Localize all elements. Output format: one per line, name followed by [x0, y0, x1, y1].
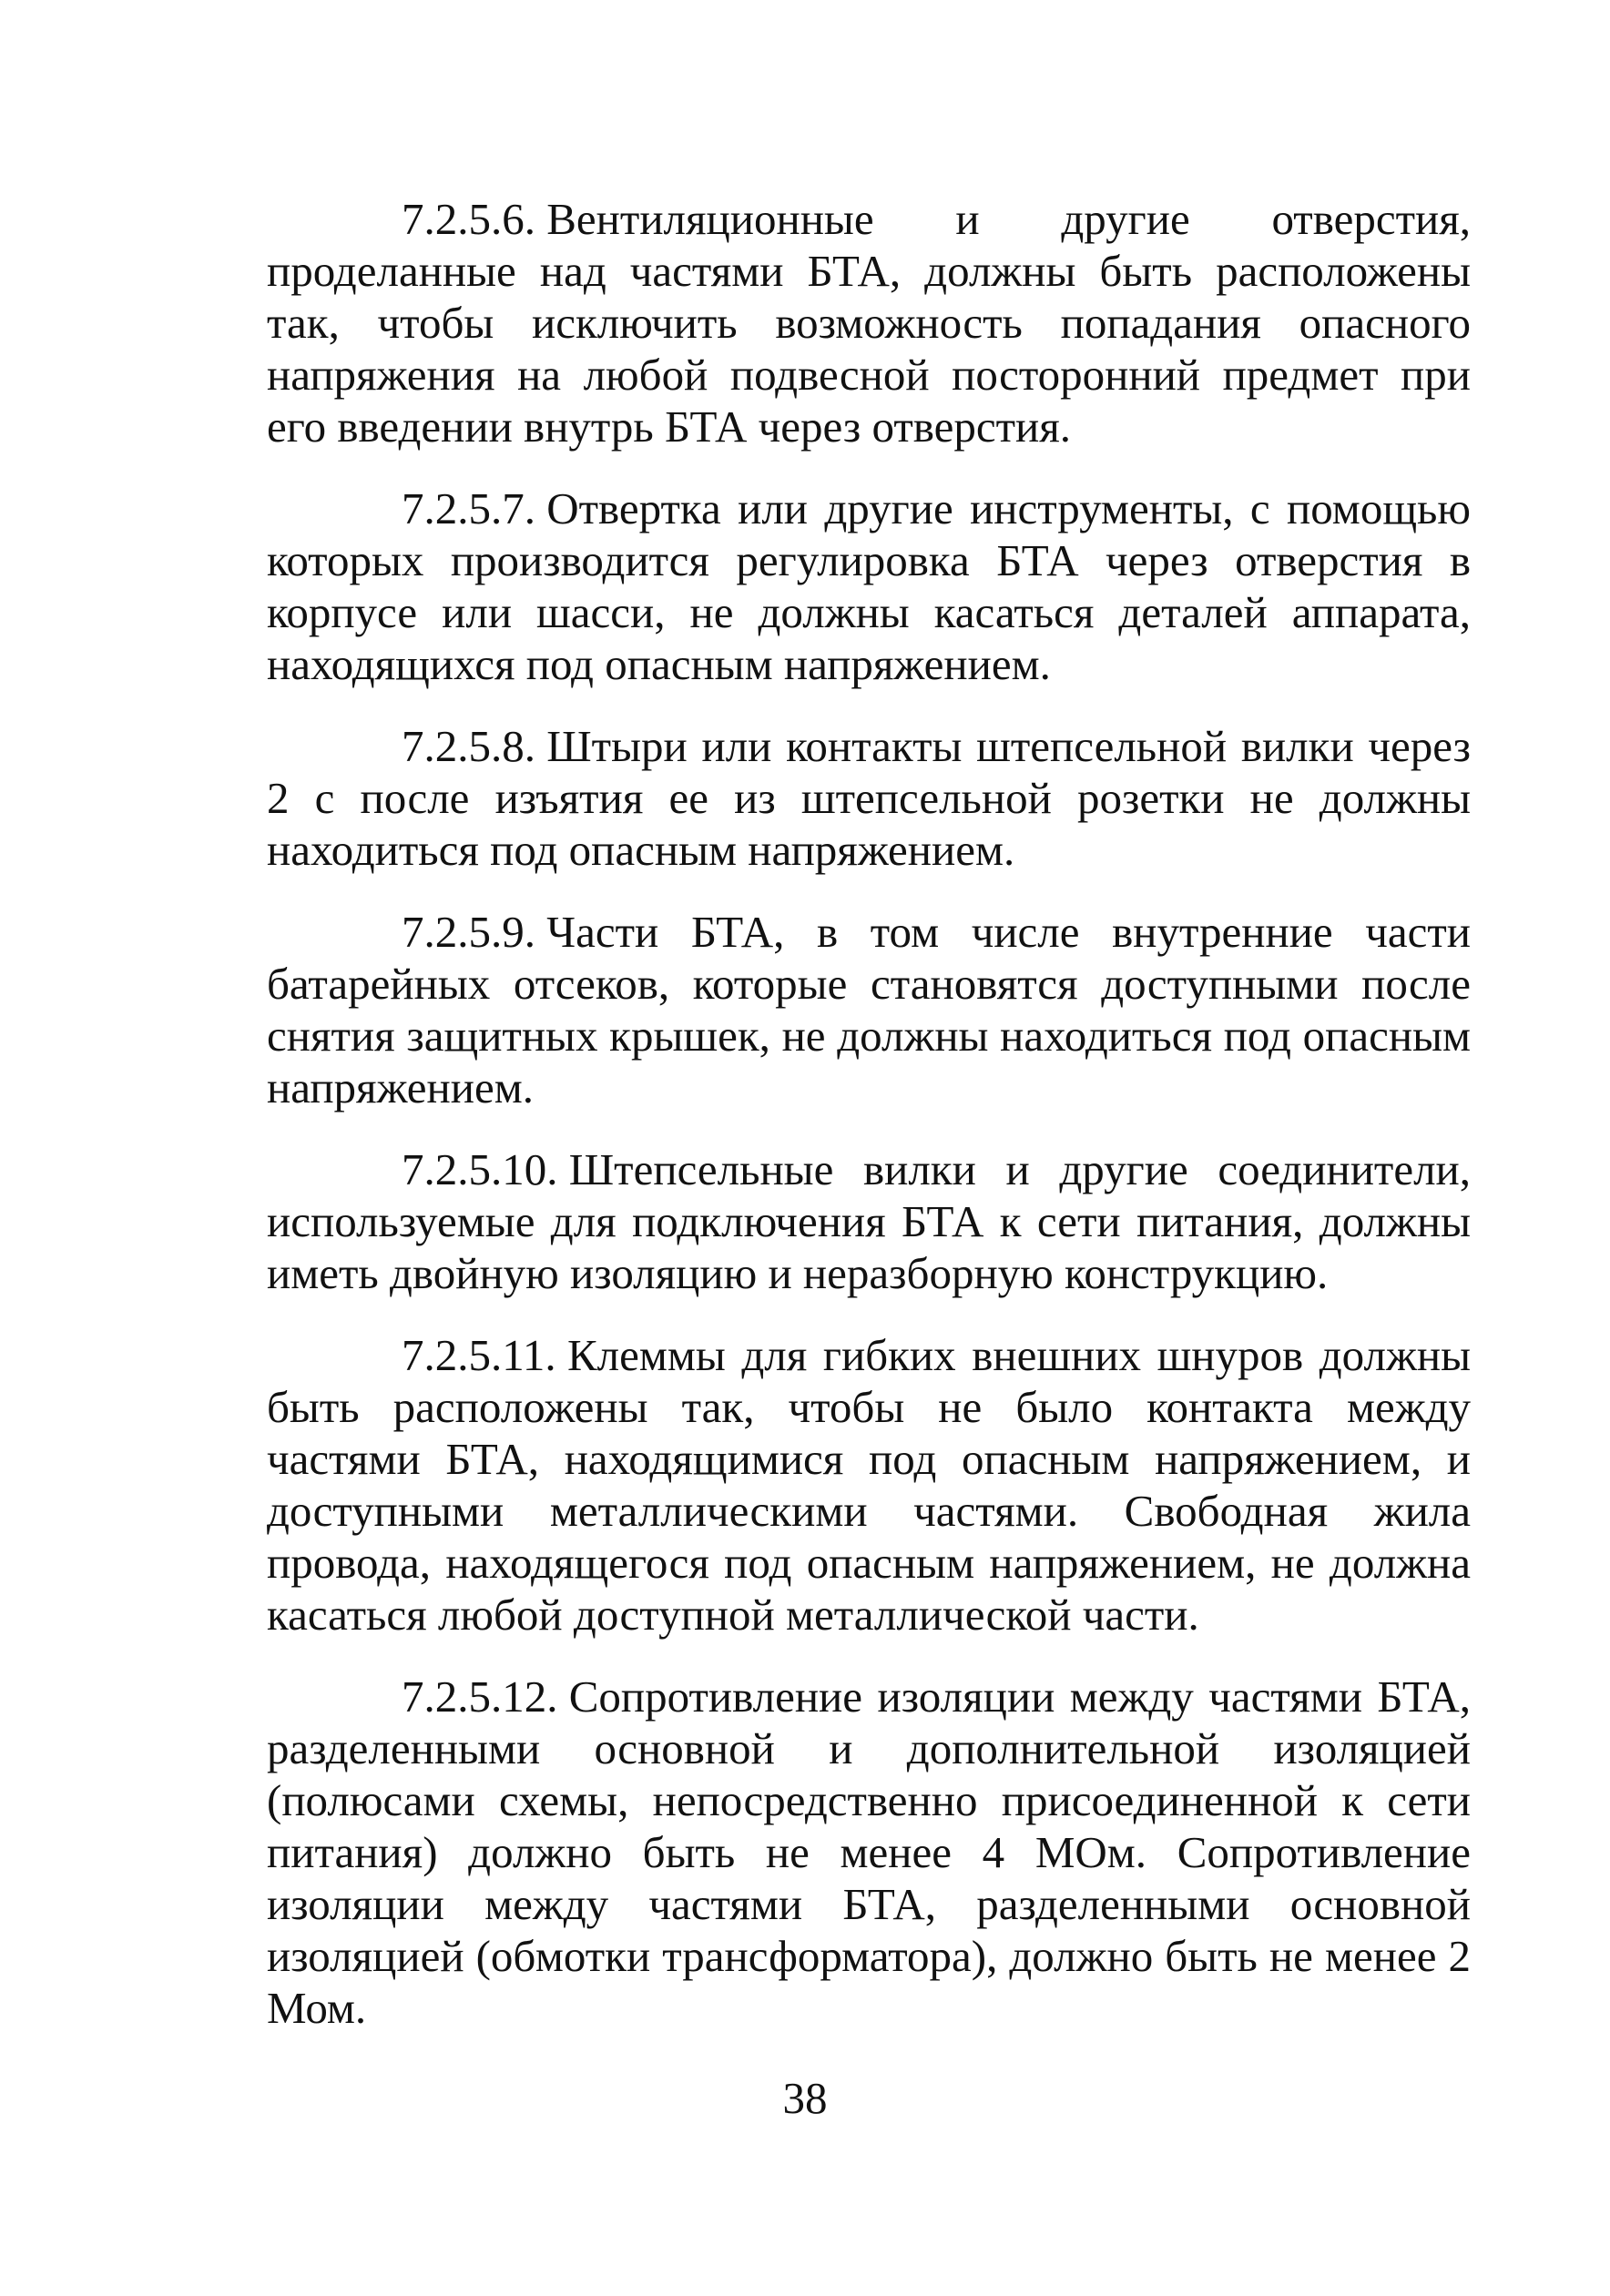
paragraph-text: Части БТА, в том числе внутренние части батарейных отсеков, которые становятся доступными после снятия защитных крышек, не должны находиться под опасным напряжением.	[267, 907, 1471, 1112]
paragraph-number: 7.2.5.8.	[402, 721, 535, 771]
paragraph-number: 7.2.5.7.	[402, 483, 535, 533]
paragraph-text: Штыри или контакты штепсельной вилки через 2 с после изъятия ее из штепсельной розетки не должны находиться под опасным напряжением.	[267, 721, 1471, 875]
paragraph-7-2-5-8	[267, 720, 1471, 876]
paragraph-7-2-5-9	[267, 906, 1471, 1113]
paragraph-text: Вентиляционные и другие отверстия, проделанные над частями БТА, должны быть расположены так, чтобы исключить возможность попадания опасного напряжения на любой подвесной посторонний предмет при его введении внутрь БТА через отверстия.	[267, 194, 1471, 452]
paragraph-number: 7.2.5.6.	[402, 194, 535, 244]
paragraph-number: 7.2.5.12.	[402, 1671, 558, 1722]
paragraph-number: 7.2.5.11.	[402, 1330, 556, 1380]
paragraph-7-2-5-10	[267, 1143, 1471, 1299]
paragraph-text: Сопротивление изоляции между частями БТА, разделенными основной и дополнительной изоляцией (полюсами схемы, непосредственно присоединенной к сети питания) должно быть не менее 4 МОм. Сопротивление изоляции между частями БТА, разделенными основной изоляцией (обмотки трансформатора), должно быть не менее 2 Мом.	[267, 1671, 1471, 2033]
paragraph-7-2-5-6	[267, 193, 1471, 452]
paragraph-7-2-5-12	[267, 1671, 1471, 2034]
page-number: 38	[782, 2073, 828, 2123]
paragraph-text: Отвертка или другие инструменты, с помощью которых производится регулировка БТА через отверстия в корпусе или шасси, не должны касаться деталей аппарата, находящихся под опасным напряжением.	[267, 483, 1471, 689]
paragraph-number: 7.2.5.10.	[402, 1144, 558, 1194]
paragraph-number: 7.2.5.9.	[402, 907, 535, 957]
paragraph-7-2-5-11	[267, 1329, 1471, 1641]
paragraph-7-2-5-7	[267, 483, 1471, 690]
paragraph-text: Клеммы для гибких внешних шнуров должны быть расположены так, чтобы не было контакта между частями БТА, находящимися под опасным напряжением, и доступными металлическими частями. Свободная жила провода, находящегося под опасным напряжением, не должна касаться любой доступной металлической части.	[267, 1330, 1471, 1640]
document-body	[267, 193, 1471, 2064]
paragraph-text: Штепсельные вилки и другие соединители, используемые для подключения БТА к сети питания, должны иметь двойную изоляцию и неразборную конструкцию.	[267, 1144, 1471, 1298]
